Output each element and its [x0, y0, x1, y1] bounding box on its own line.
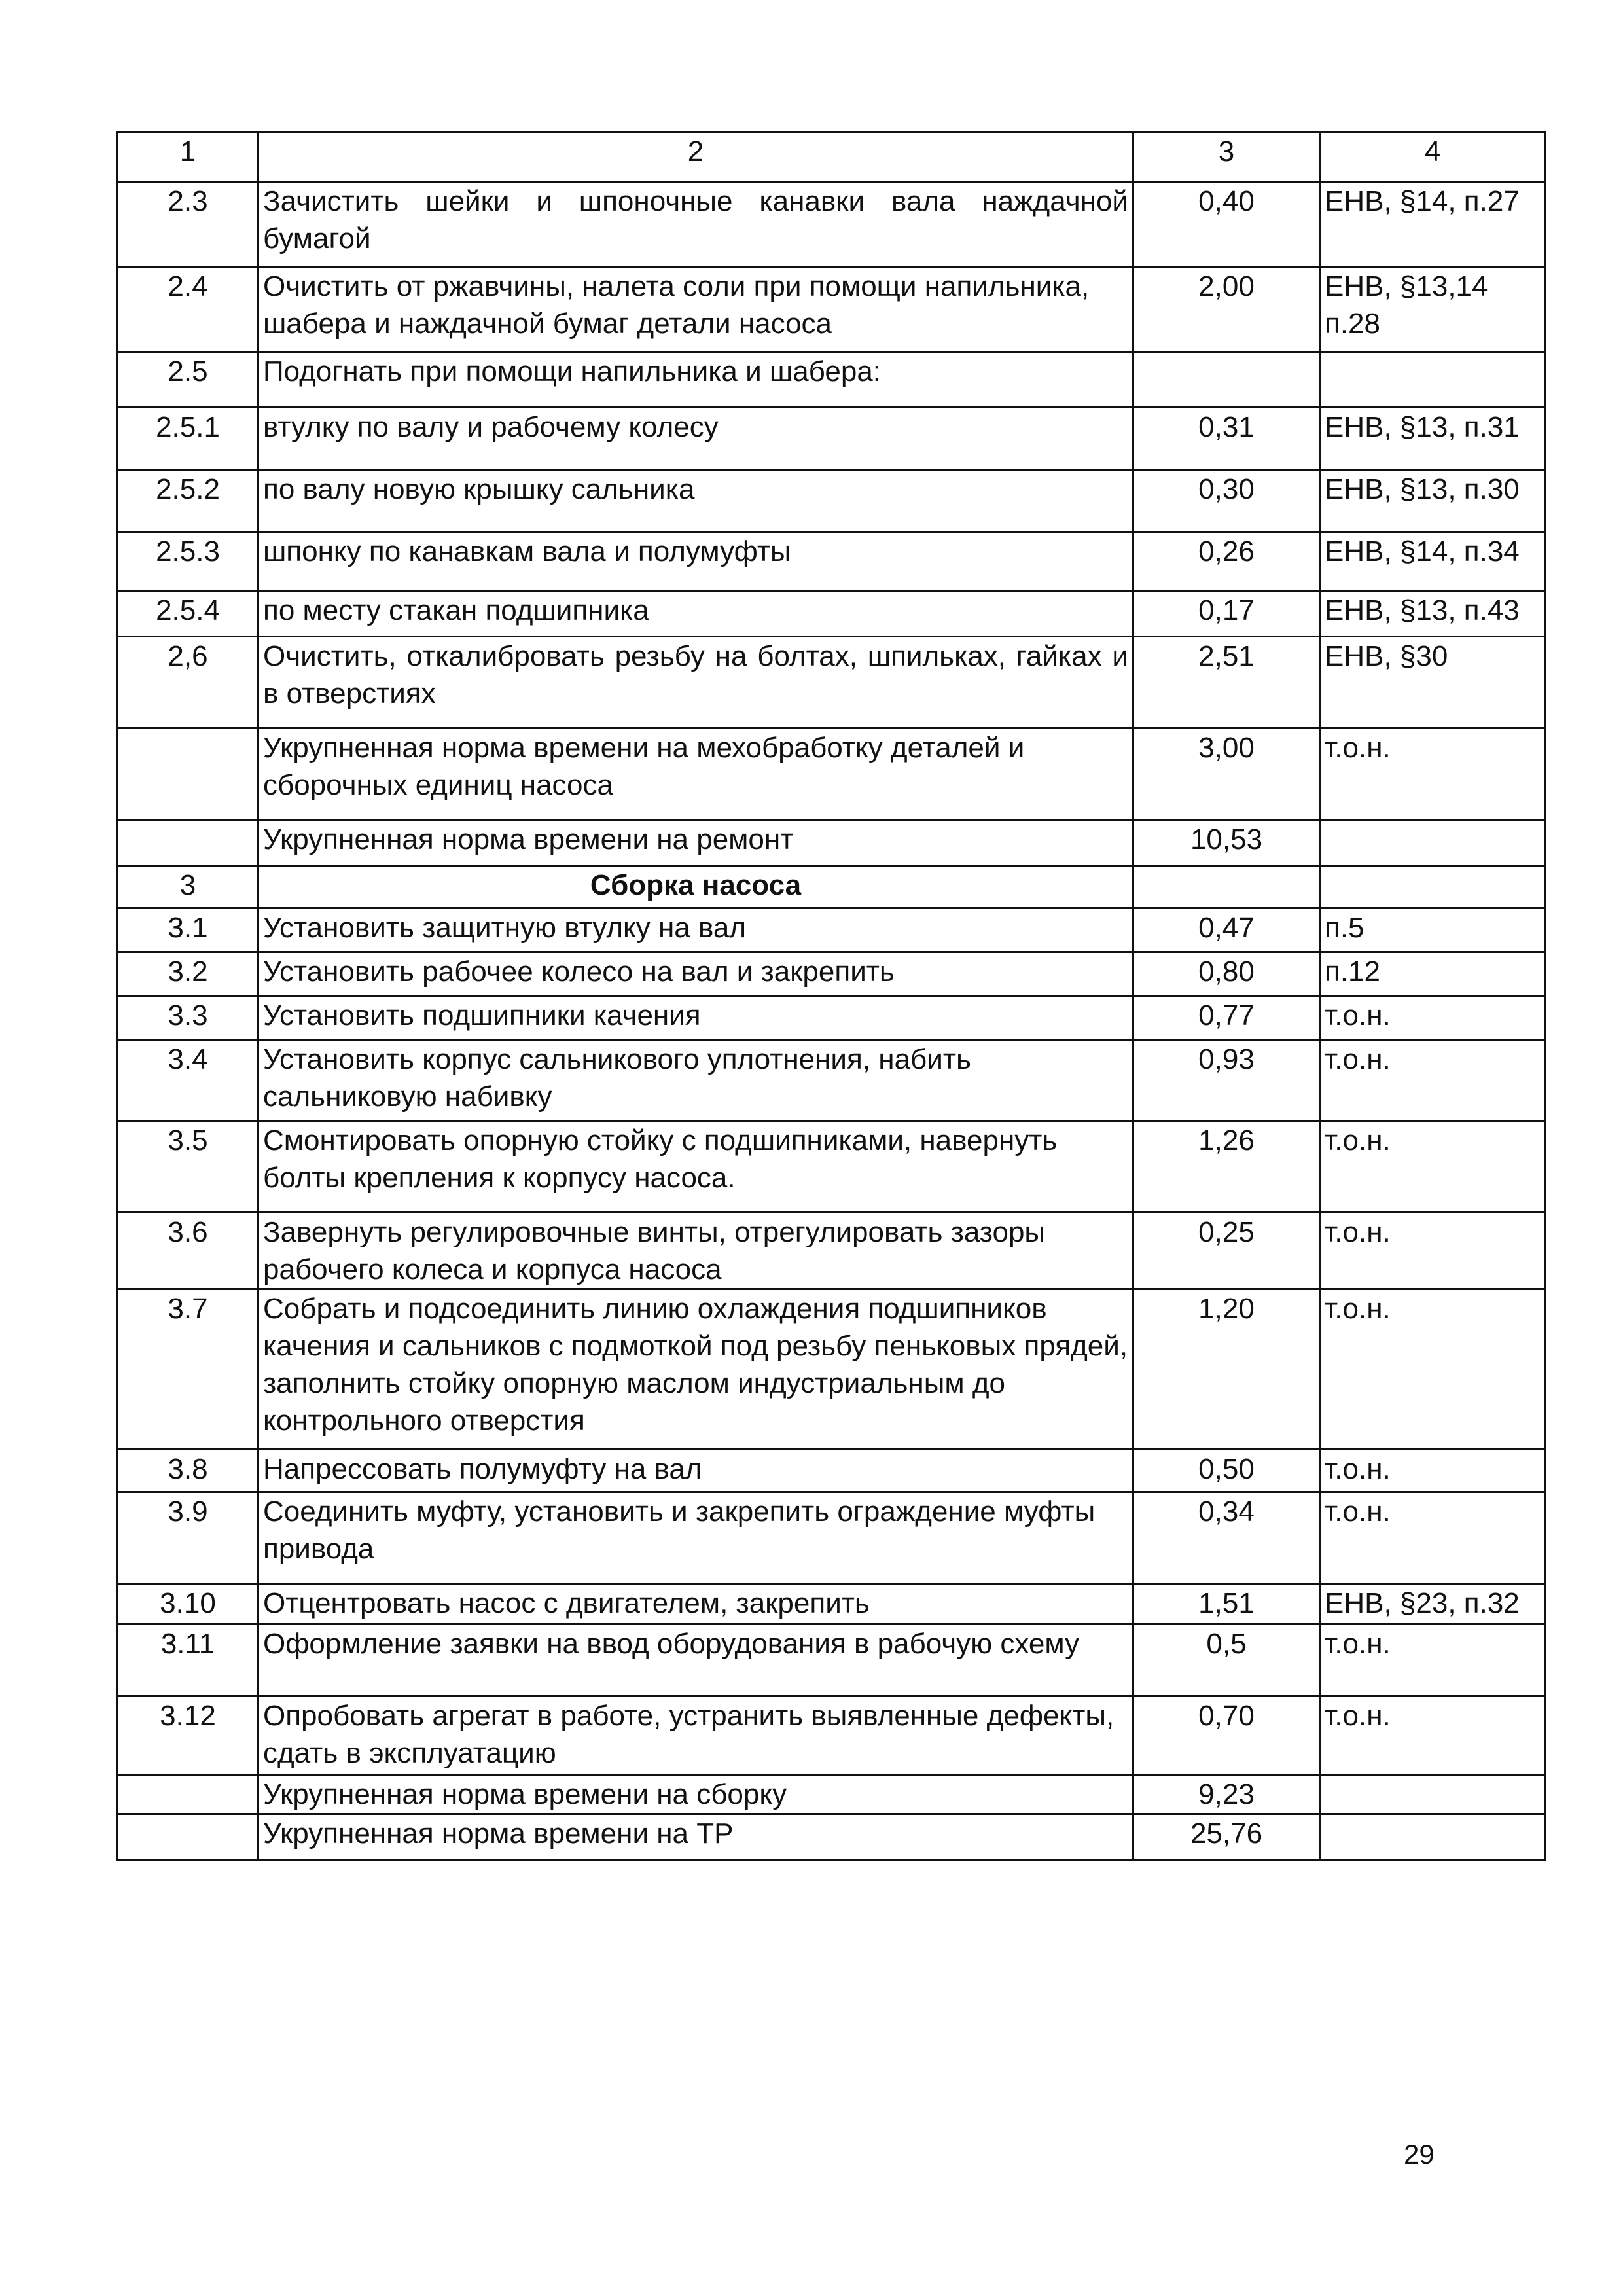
- operation-text: Очистить от ржавчины, налета соли при помощи напильника, шабера и наждачной бумаг детали насоса: [259, 267, 1133, 352]
- reference: т.о.н.: [1320, 1492, 1546, 1584]
- reference: ЕНВ, §13, п.31: [1320, 408, 1546, 470]
- summary-text: Укрупненная норма времени на сборку: [259, 1775, 1133, 1814]
- header-row: [118, 132, 1546, 182]
- time-norm: 1,51: [1133, 1584, 1320, 1624]
- row-number: 2.5: [118, 352, 259, 408]
- summary-text: Укрупненная норма времени на ТР: [259, 1814, 1133, 1860]
- time-norm: 0,77: [1133, 996, 1320, 1040]
- time-norm: [1133, 352, 1320, 408]
- time-norm: 0,25: [1133, 1213, 1320, 1289]
- reference: т.о.н.: [1320, 1624, 1546, 1696]
- time-norm: 2,51: [1133, 637, 1320, 728]
- table-row: [118, 532, 1546, 591]
- row-number: 3.8: [118, 1450, 259, 1492]
- time-norm: 0,80: [1133, 952, 1320, 996]
- operation-text: Установить защитную втулку на вал: [259, 908, 1133, 952]
- table-row: [118, 820, 1546, 866]
- header-col-2: 2: [259, 132, 1133, 182]
- summary-row: [118, 1775, 1546, 1814]
- reference: [1320, 866, 1546, 908]
- row-number: 2.5.3: [118, 532, 259, 591]
- time-norm: 0,34: [1133, 1492, 1320, 1584]
- operation-text: Укрупненная норма времени на мехобработку деталей и сборочных единиц насоса: [259, 728, 1133, 820]
- reference: т.о.н.: [1320, 1040, 1546, 1121]
- operation-text: Подогнать при помощи напильника и шабера:: [259, 352, 1133, 408]
- section-row: [118, 866, 1546, 908]
- row-number: 3.5: [118, 1121, 259, 1213]
- reference: п.12: [1320, 952, 1546, 996]
- table-row: [118, 591, 1546, 637]
- table-row: [118, 1584, 1546, 1624]
- time-norm: 0,31: [1133, 408, 1320, 470]
- operation-text: Собрать и подсоединить линию охлаждения подшипников качения и сальников с подмоткой под резьбу пеньковых прядей, заполнить стойку опорную маслом индустриальным до контрольного отверстия: [259, 1289, 1133, 1450]
- reference: ЕНВ, §13, п.30: [1320, 470, 1546, 532]
- row-number: 3.3: [118, 996, 259, 1040]
- time-norm: 3,00: [1133, 728, 1320, 820]
- operation-text: Зачистить шейки и шпоночные канавки вала наждачной бумагой: [259, 182, 1133, 267]
- time-norm: 0,5: [1133, 1624, 1320, 1696]
- section-title: Сборка насоса: [259, 866, 1133, 908]
- row-number: 3.4: [118, 1040, 259, 1121]
- table-row: [118, 1696, 1546, 1775]
- row-number: 3.7: [118, 1289, 259, 1450]
- time-norm: 0,17: [1133, 591, 1320, 637]
- norms-table: [116, 131, 1546, 1861]
- table-row: [118, 908, 1546, 952]
- table-row: [118, 1289, 1546, 1450]
- time-norm: 9,23: [1133, 1775, 1320, 1814]
- reference: [1320, 1814, 1546, 1860]
- row-number: 3.2: [118, 952, 259, 996]
- row-number: [118, 1814, 259, 1860]
- row-number: 2.5.2: [118, 470, 259, 532]
- table-row: [118, 470, 1546, 532]
- operation-text: Укрупненная норма времени на ремонт: [259, 820, 1133, 866]
- reference: ЕНВ, §30: [1320, 637, 1546, 728]
- reference: т.о.н.: [1320, 1696, 1546, 1775]
- table-row: [118, 1624, 1546, 1696]
- table-row: [118, 1213, 1546, 1289]
- reference: ЕНВ, §14, п.34: [1320, 532, 1546, 591]
- section-number: 3: [118, 866, 259, 908]
- row-number: [118, 820, 259, 866]
- table-row: [118, 182, 1546, 267]
- operation-text: Установить рабочее колесо на вал и закрепить: [259, 952, 1133, 996]
- operation-text: Напрессовать полумуфту на вал: [259, 1450, 1133, 1492]
- time-norm: 10,53: [1133, 820, 1320, 866]
- row-number: 2,6: [118, 637, 259, 728]
- table-row: [118, 408, 1546, 470]
- time-norm: 0,30: [1133, 470, 1320, 532]
- time-norm: 0,47: [1133, 908, 1320, 952]
- operation-text: Соединить муфту, установить и закрепить ограждение муфты привода: [259, 1492, 1133, 1584]
- time-norm: [1133, 866, 1320, 908]
- table-row: [118, 352, 1546, 408]
- reference: [1320, 1775, 1546, 1814]
- table-row: [118, 952, 1546, 996]
- row-number: [118, 1775, 259, 1814]
- reference: т.о.н.: [1320, 1213, 1546, 1289]
- summary-row: [118, 1814, 1546, 1860]
- table-row: [118, 996, 1546, 1040]
- time-norm: 0,50: [1133, 1450, 1320, 1492]
- time-norm: 0,93: [1133, 1040, 1320, 1121]
- time-norm: 1,20: [1133, 1289, 1320, 1450]
- table-row: [118, 1040, 1546, 1121]
- reference: т.о.н.: [1320, 1289, 1546, 1450]
- time-norm: 0,26: [1133, 532, 1320, 591]
- reference: [1320, 820, 1546, 866]
- reference: ЕНВ, §23, п.32: [1320, 1584, 1546, 1624]
- page-number: 29: [1404, 2139, 1435, 2170]
- row-number: 2.5.1: [118, 408, 259, 470]
- table-row: [118, 637, 1546, 728]
- time-norm: 0,40: [1133, 182, 1320, 267]
- time-norm: 2,00: [1133, 267, 1320, 352]
- operation-text: Завернуть регулировочные винты, отрегулировать зазоры рабочего колеса и корпуса насоса: [259, 1213, 1133, 1289]
- operation-text: Отцентровать насос с двигателем, закрепить: [259, 1584, 1133, 1624]
- reference: т.о.н.: [1320, 1121, 1546, 1213]
- reference: т.о.н.: [1320, 996, 1546, 1040]
- operation-text: Установить подшипники качения: [259, 996, 1133, 1040]
- operation-text: Установить корпус сальникового уплотнения, набить сальниковую набивку: [259, 1040, 1133, 1121]
- operation-text: по валу новую крышку сальника: [259, 470, 1133, 532]
- row-number: 3.9: [118, 1492, 259, 1584]
- table-row: [118, 1450, 1546, 1492]
- header-col-3: 3: [1133, 132, 1320, 182]
- reference: ЕНВ, §13,14 п.28: [1320, 267, 1546, 352]
- header-col-4: 4: [1320, 132, 1546, 182]
- reference: [1320, 352, 1546, 408]
- operation-text: втулку по валу и рабочему колесу: [259, 408, 1133, 470]
- time-norm: 25,76: [1133, 1814, 1320, 1860]
- row-number: 3.6: [118, 1213, 259, 1289]
- time-norm: 1,26: [1133, 1121, 1320, 1213]
- operation-text: Оформление заявки на ввод оборудования в рабочую схему: [259, 1624, 1133, 1696]
- operation-text: Опробовать агрегат в работе, устранить выявленные дефекты, сдать в эксплуатацию: [259, 1696, 1133, 1775]
- time-norm: 0,70: [1133, 1696, 1320, 1775]
- reference: ЕНВ, §14, п.27: [1320, 182, 1546, 267]
- table-row: [118, 1121, 1546, 1213]
- header-col-1: 1: [118, 132, 259, 182]
- operation-text: шпонку по канавкам вала и полумуфты: [259, 532, 1133, 591]
- table-row: [118, 728, 1546, 820]
- table-row: [118, 1492, 1546, 1584]
- table-row: [118, 267, 1546, 352]
- row-number: 3.12: [118, 1696, 259, 1775]
- row-number: 2.5.4: [118, 591, 259, 637]
- row-number: 3.11: [118, 1624, 259, 1696]
- reference: ЕНВ, §13, п.43: [1320, 591, 1546, 637]
- reference: т.о.н.: [1320, 728, 1546, 820]
- row-number: [118, 728, 259, 820]
- operation-text: Смонтировать опорную стойку с подшипниками, навернуть болты крепления к корпусу насоса.: [259, 1121, 1133, 1213]
- row-number: 2.3: [118, 182, 259, 267]
- row-number: 2.4: [118, 267, 259, 352]
- operation-text: Очистить, откалибровать резьбу на болтах, шпильках, гайках и в отверстиях: [259, 637, 1133, 728]
- operation-text: по месту стакан подшипника: [259, 591, 1133, 637]
- reference: т.о.н.: [1320, 1450, 1546, 1492]
- row-number: 3.1: [118, 908, 259, 952]
- row-number: 3.10: [118, 1584, 259, 1624]
- reference: п.5: [1320, 908, 1546, 952]
